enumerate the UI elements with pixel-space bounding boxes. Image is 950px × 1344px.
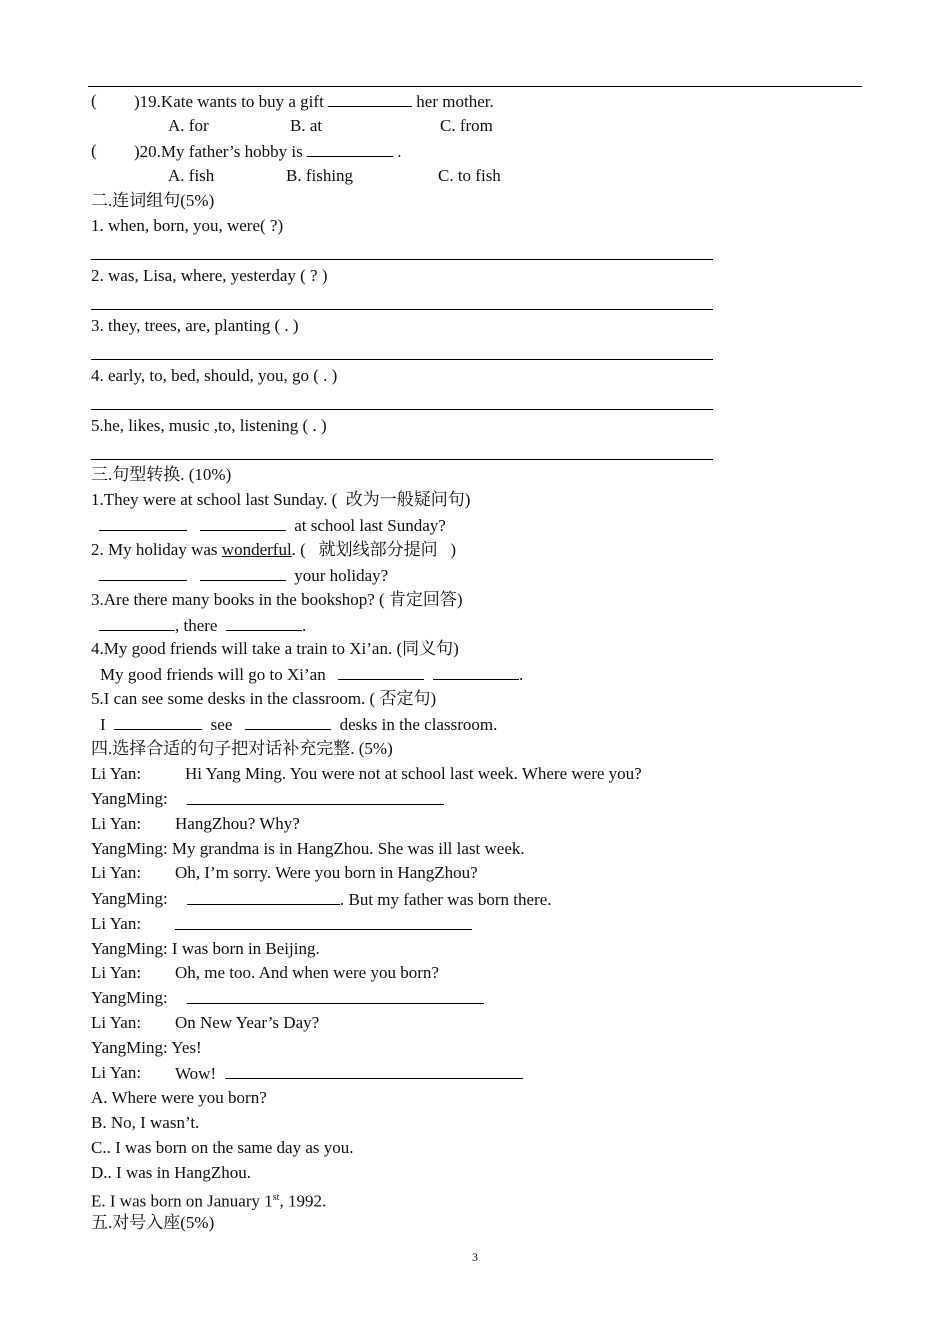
dialog-line-8: YangMing: I was born in Beijing. bbox=[91, 939, 320, 958]
section-5-title: 五.对号入座(5%) bbox=[91, 1213, 215, 1232]
dialog-line-1: Hi Yang Ming. You were not at school last week. Where were you? bbox=[185, 764, 642, 783]
answer-blank[interactable] bbox=[200, 514, 286, 531]
s3-q1: 1.They were at school last Sunday. ( 改为一般疑问句) bbox=[91, 490, 471, 509]
s3-q1-answer: at school last Sunday? bbox=[99, 514, 446, 536]
s3-q2-answer: your holiday? bbox=[99, 564, 388, 586]
answer-blank[interactable] bbox=[175, 913, 472, 930]
dialog-blank-10 bbox=[187, 987, 484, 1009]
speaker-liyan: Li Yan: bbox=[91, 1013, 142, 1032]
answer-blank[interactable] bbox=[187, 987, 484, 1004]
q20-option-a: A. fish bbox=[168, 166, 215, 185]
q19-option-a: A. for bbox=[168, 116, 209, 135]
option-e: E. I was born on January 1st, 1992. bbox=[91, 1191, 327, 1211]
s2-item-3: 3. they, trees, are, planting ( . ) bbox=[91, 316, 299, 335]
dialog-line-9: Oh, me too. And when were you born? bbox=[175, 963, 439, 982]
s2-item-2: 2. was, Lisa, where, yesterday ( ? ) bbox=[91, 266, 328, 285]
answer-blank[interactable] bbox=[226, 614, 302, 631]
answer-blank[interactable] bbox=[99, 564, 187, 581]
answer-line[interactable] bbox=[91, 309, 713, 310]
q20-stem: )20.My father’s hobby is . bbox=[134, 142, 402, 161]
answer-line[interactable] bbox=[91, 259, 713, 260]
speaker-liyan: Li Yan: bbox=[91, 764, 142, 783]
answer-blank[interactable] bbox=[245, 713, 331, 730]
option-a: A. Where were you born? bbox=[91, 1088, 267, 1107]
q19-stem: )19.Kate wants to buy a gift her mother. bbox=[134, 92, 494, 111]
dialog-line-5: Oh, I’m sorry. Were you born in HangZhou? bbox=[175, 863, 478, 882]
speaker-liyan: Li Yan: bbox=[91, 863, 142, 882]
page-number: 3 bbox=[472, 1250, 478, 1264]
s3-q3-answer: , there . bbox=[99, 614, 306, 636]
q20-paren: ( bbox=[91, 141, 97, 160]
q20-option-b: B. fishing bbox=[286, 166, 354, 185]
speaker-liyan: Li Yan: bbox=[91, 1063, 142, 1082]
answer-blank[interactable] bbox=[99, 514, 187, 531]
section-4-title: 四.选择合适的句子把对话补充完整. (5%) bbox=[91, 739, 393, 758]
dialog-line-3: HangZhou? Why? bbox=[175, 814, 300, 833]
answer-blank[interactable] bbox=[200, 564, 286, 581]
dialog-line-11: On New Year’s Day? bbox=[175, 1013, 320, 1032]
s3-q5-answer: I see desks in the classroom. bbox=[100, 715, 498, 734]
section-3-title: 三.句型转换. (10%) bbox=[91, 465, 232, 484]
answer-blank[interactable] bbox=[338, 663, 424, 680]
dialog-blank-7 bbox=[175, 913, 472, 935]
answer-blank[interactable] bbox=[307, 140, 393, 157]
s3-q4-answer: My good friends will go to Xi’an . bbox=[100, 665, 524, 684]
answer-line[interactable] bbox=[91, 459, 713, 460]
answer-blank[interactable] bbox=[114, 713, 202, 730]
speaker-liyan: Li Yan: bbox=[91, 814, 142, 833]
q19-option-c: C. from bbox=[440, 116, 493, 135]
option-c: C.. I was born on the same day as you. bbox=[91, 1138, 354, 1157]
s3-q3: 3.Are there many books in the bookshop? ( 肯定回答) bbox=[91, 590, 463, 609]
q20-option-c: C. to fish bbox=[438, 166, 501, 185]
option-b: B. No, I wasn’t. bbox=[91, 1113, 200, 1132]
speaker-liyan: Li Yan: bbox=[91, 963, 142, 982]
dialog-line-13: Wow! bbox=[175, 1062, 523, 1084]
answer-blank[interactable] bbox=[187, 788, 444, 805]
answer-blank[interactable] bbox=[328, 90, 412, 107]
answer-line[interactable] bbox=[91, 409, 713, 410]
dialog-line-6: . But my father was born there. bbox=[187, 888, 552, 910]
answer-blank[interactable] bbox=[225, 1062, 523, 1079]
dialog-blank-2 bbox=[187, 788, 444, 810]
speaker-yangming: YangMing: bbox=[91, 988, 168, 1007]
speaker-yangming: YangMing: bbox=[91, 789, 168, 808]
q19-option-b: B. at bbox=[290, 116, 323, 135]
answer-blank[interactable] bbox=[99, 614, 175, 631]
q19-paren: ( bbox=[91, 91, 97, 110]
answer-line[interactable] bbox=[91, 359, 713, 360]
option-d: D.. I was in HangZhou. bbox=[91, 1163, 252, 1182]
answer-blank[interactable] bbox=[187, 888, 340, 905]
s2-item-4: 4. early, to, bed, should, you, go ( . ) bbox=[91, 366, 338, 385]
s3-q2: 2. My holiday was wonderful. ( 就划线部分提问 ) bbox=[91, 540, 456, 559]
dialog-line-12: YangMing: Yes! bbox=[91, 1038, 202, 1057]
dialog-line-4: YangMing: My grandma is in HangZhou. She was ill last week. bbox=[91, 839, 525, 858]
answer-blank[interactable] bbox=[433, 663, 519, 680]
s3-q5: 5.I can see some desks in the classroom. ( 否定句) bbox=[91, 689, 437, 708]
s3-q4: 4.My good friends will take a train to Xi’an. (同义句) bbox=[91, 639, 459, 658]
header-rule bbox=[88, 86, 862, 87]
speaker-yangming: YangMing: bbox=[91, 889, 168, 908]
s2-item-5: 5.he, likes, music ,to, listening ( . ) bbox=[91, 416, 327, 435]
s2-item-1: 1. when, born, you, were( ?) bbox=[91, 216, 284, 235]
section-2-title: 二.连词组句(5%) bbox=[91, 191, 215, 210]
speaker-liyan: Li Yan: bbox=[91, 914, 142, 933]
